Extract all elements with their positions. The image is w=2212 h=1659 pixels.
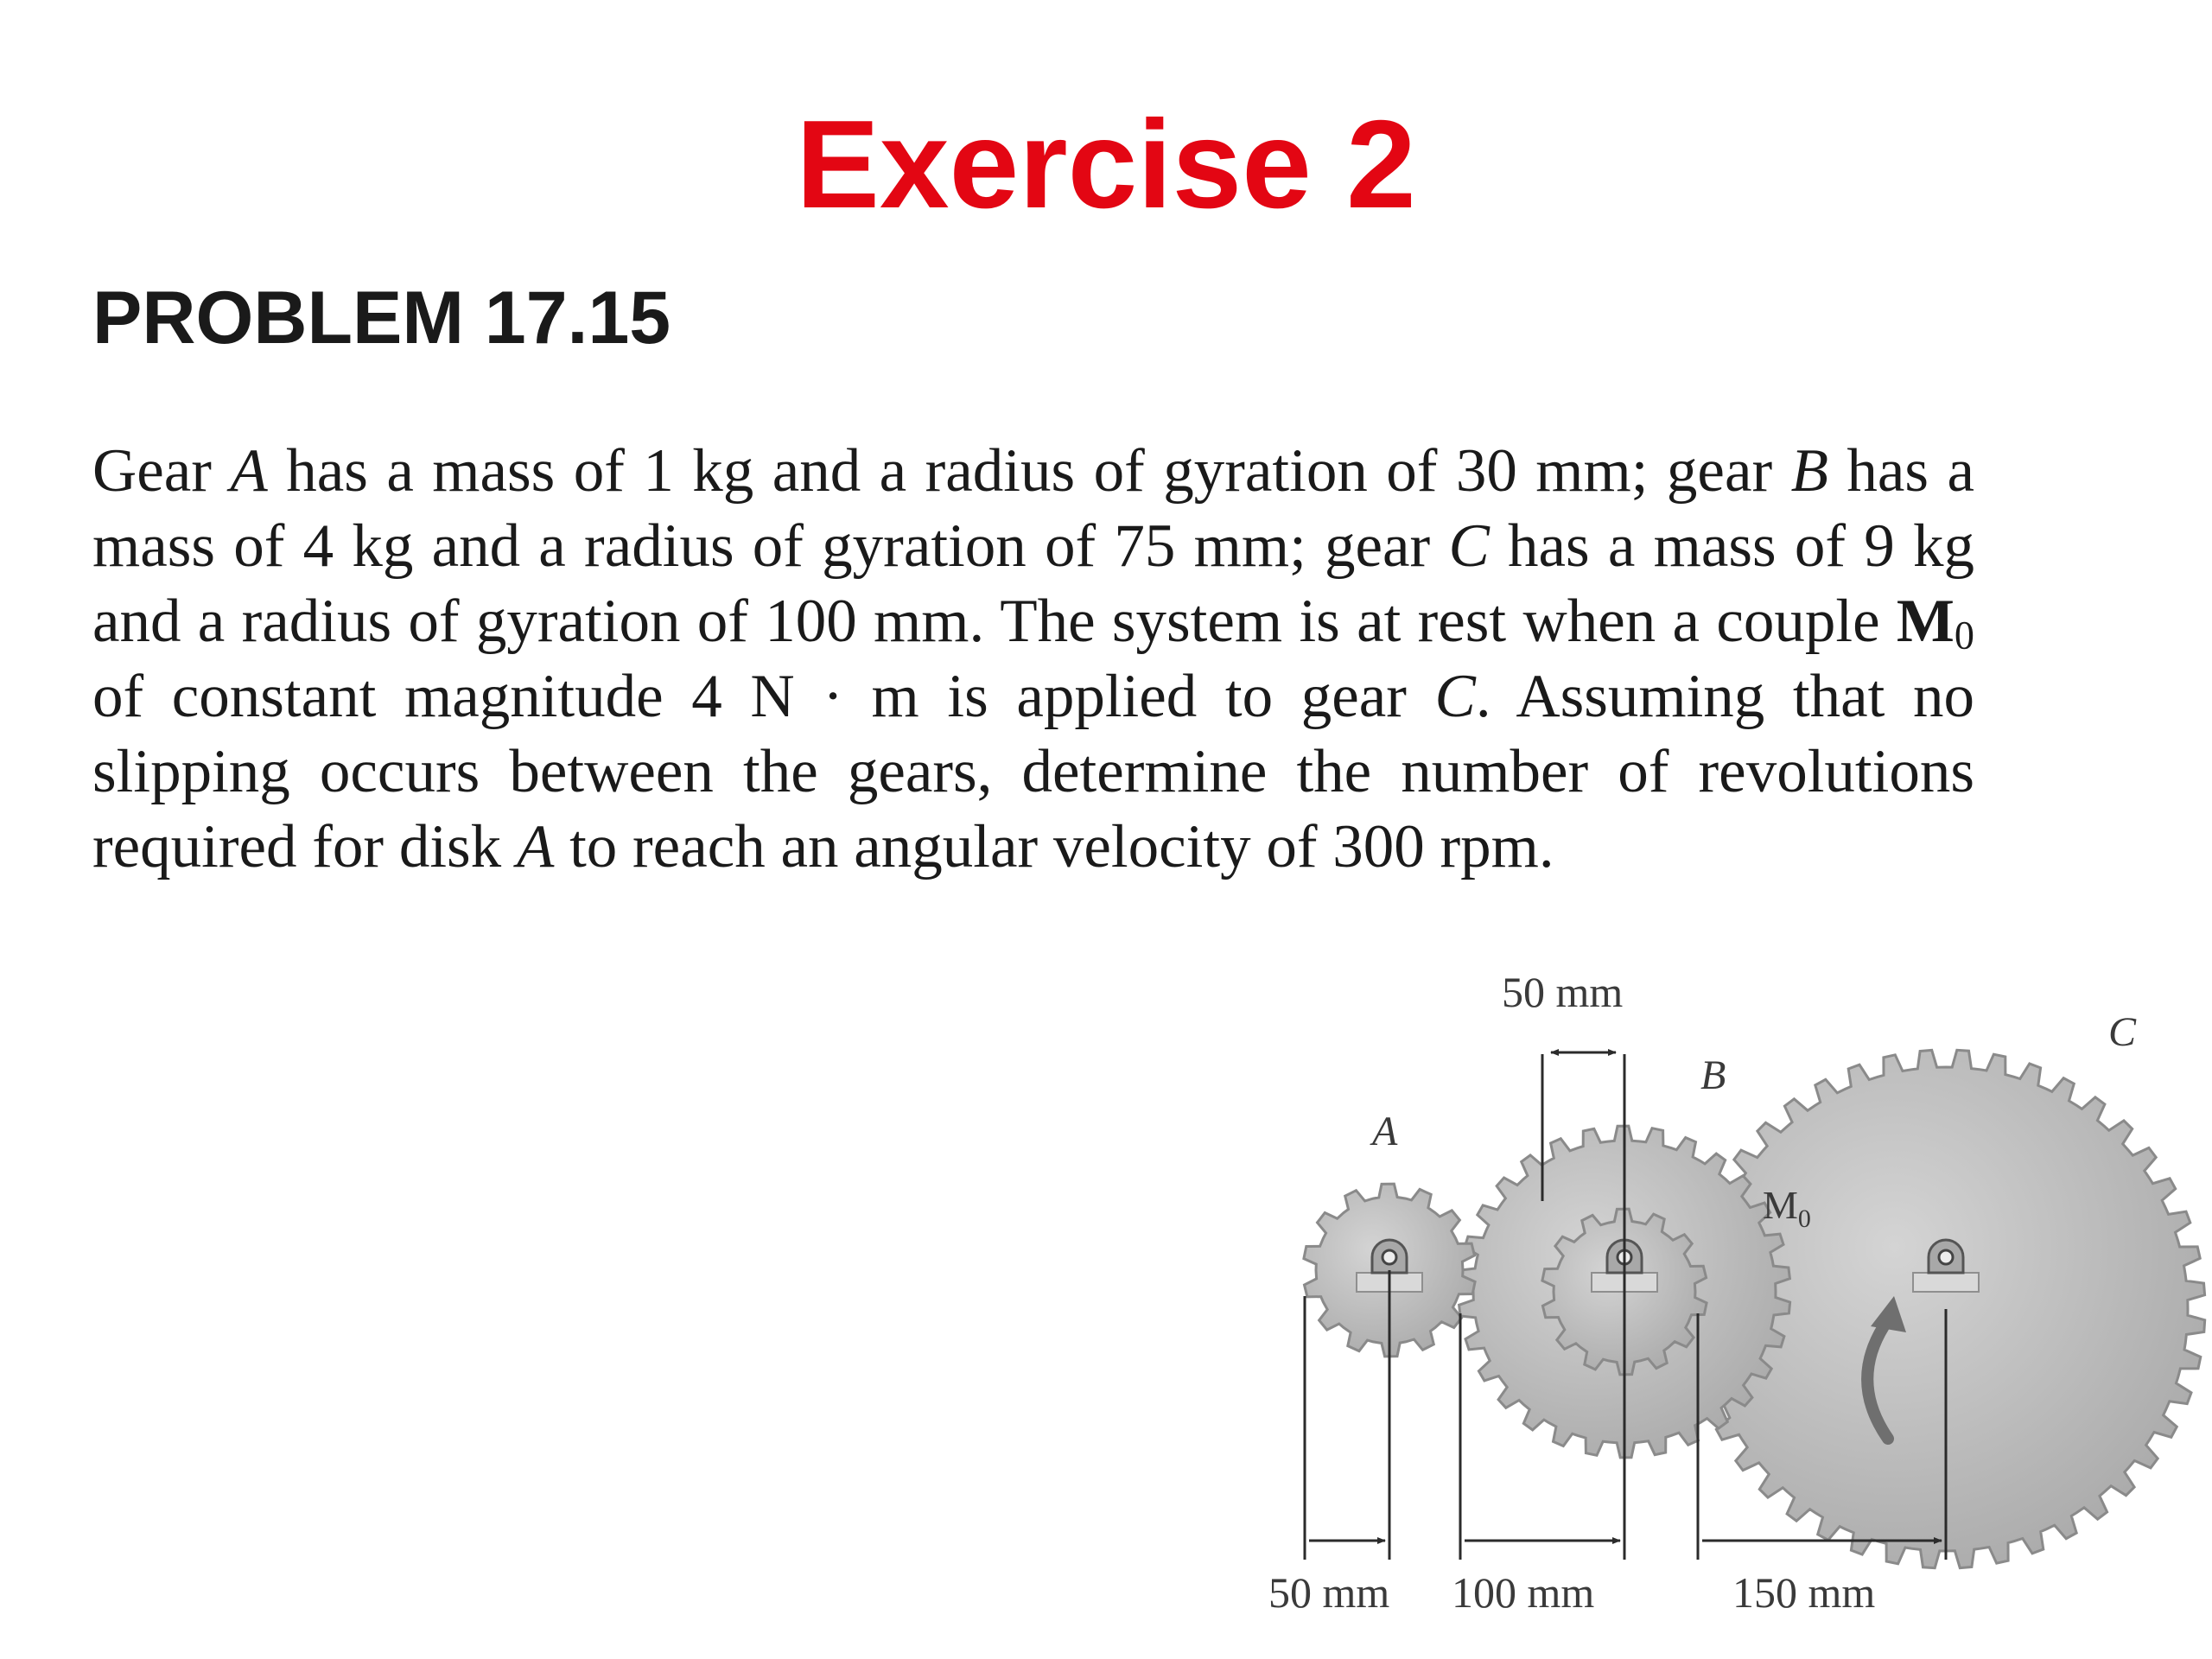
top-dimension-label: 50 mm xyxy=(1502,968,1624,1016)
problem-heading: PROBLEM 17.15 xyxy=(92,276,671,359)
gear-b-ref: B xyxy=(1790,437,1828,505)
gear-b-label: B xyxy=(1700,1052,1726,1098)
problem-text: has a mass of 1 kg and a radius of gyration of 30 mm; gear xyxy=(267,437,1791,505)
problem-text: has a mass of 4 kg and a radius of gyration of 75 mm; gear xyxy=(92,437,1974,580)
couple-subscript: 0 xyxy=(1954,613,1974,658)
dimension-label-b: 100 mm xyxy=(1452,1568,1595,1617)
gear-a-label: A xyxy=(1372,1109,1398,1154)
gear-c-label: C xyxy=(2108,1009,2137,1055)
moment-label-symbol: M xyxy=(1763,1183,1798,1227)
gear-c-ref: C xyxy=(1448,512,1490,580)
problem-text: has a mass of 9 kg and a radius of gyration of 100 mm. The system is at rest when a couple xyxy=(92,512,1974,655)
problem-statement xyxy=(92,434,1974,885)
problem-text: Gear xyxy=(92,437,231,505)
couple-symbol: M xyxy=(1896,588,1955,655)
dimension-label-c: 150 mm xyxy=(1732,1568,1876,1617)
gear-c-ref: C xyxy=(1434,663,1476,730)
disk-a-ref: A xyxy=(516,813,555,880)
problem-text: of constant magnitude 4 N · m is applied to gear xyxy=(92,663,1435,730)
problem-text: . Assuming that no slipping occurs between the gears, determine the number of revolutions required for disk xyxy=(92,663,1974,880)
moment-label-sub: 0 xyxy=(1797,1205,1811,1233)
gears-layer xyxy=(1304,1050,2205,1567)
gear-train-figure xyxy=(1244,959,2212,1650)
gear-a-ref: A xyxy=(230,437,268,505)
problem-text: to reach an angular velocity of 300 rpm. xyxy=(554,813,1554,880)
slide-title: Exercise 2 xyxy=(796,94,1416,234)
dimension-label-a: 50 mm xyxy=(1268,1568,1390,1617)
